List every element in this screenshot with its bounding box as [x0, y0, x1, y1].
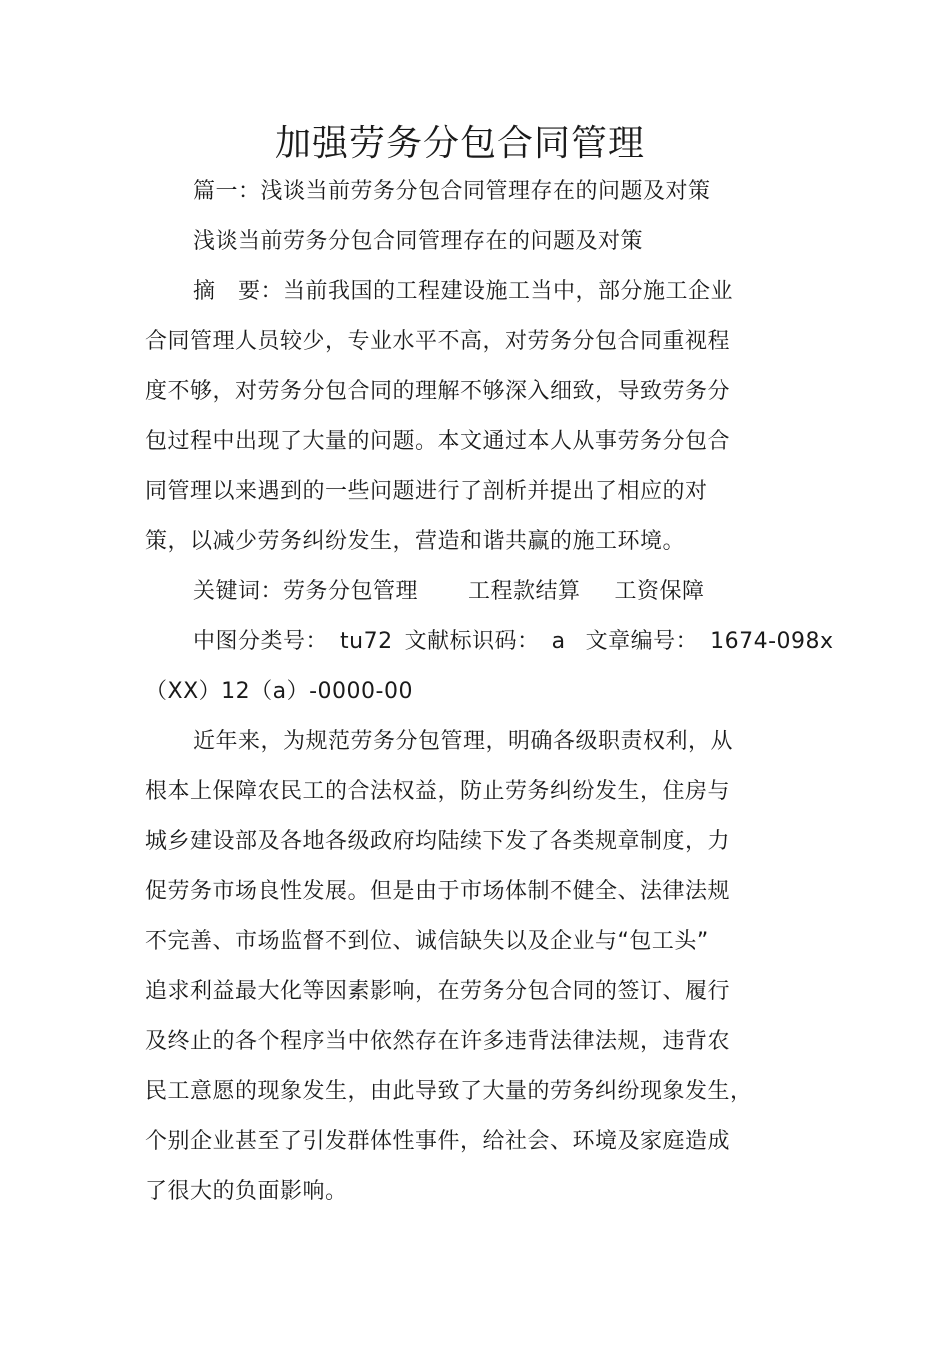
article-no-continuation: （XX）12（a）-0000-00: [145, 679, 413, 704]
keywords-label: 关键词：: [193, 579, 284, 604]
abstract-text-line: 包过程中出现了大量的问题。本文通过本人从事劳务分包合: [145, 429, 731, 454]
body-text-line: 及终止的各个程序当中依然存在许多违背法律法规，违背农: [145, 1029, 731, 1054]
abstract-first-line: [193, 277, 733, 307]
abstract-text-line: 度不够，对劳务分包合同的理解不够深入细致，导致劳务分: [145, 379, 731, 404]
body-text-line: 近年来，为规范劳务分包管理，明确各级职责权利，从: [193, 729, 734, 754]
abstract-text-line: 当前我国的工程建设施工当中，部分施工企业: [283, 279, 734, 304]
clc-value: tu72: [340, 629, 393, 654]
body-text-line: 民工意愿的现象发生，由此导致了大量的劳务纠纷现象发生，: [145, 1079, 753, 1104]
body-text-line: 个别企业甚至了引发群体性事件，给社会、环境及家庭造成: [145, 1129, 731, 1154]
body-text-line: 追求利益最大化等因素影响，在劳务分包合同的签订、履行: [145, 979, 731, 1004]
keywords-line: [193, 577, 705, 607]
doc-code-value: a: [551, 629, 566, 654]
classification-line: [193, 627, 834, 657]
body-text-line: 根本上保障农民工的合法权益，防止劳务纠纷发生，住房与: [145, 779, 731, 804]
abstract-label: 摘 要：: [193, 279, 284, 304]
body-text-line: 促劳务市场良性发展。但是由于市场体制不健全、法律法规: [145, 879, 731, 904]
keyword: 工资保障: [614, 579, 705, 604]
abstract-text-line: 同管理以来遇到的一些问题进行了剖析并提出了相应的对: [145, 479, 708, 504]
clc-label: 中图分类号：: [193, 629, 329, 654]
chapter-heading: 篇一：浅谈当前劳务分包合同管理存在的问题及对策: [193, 179, 711, 204]
article-title: 浅谈当前劳务分包合同管理存在的问题及对策: [193, 229, 644, 254]
body-text-line: 城乡建设部及各地各级政府均陆续下发了各类规章制度，力: [145, 829, 731, 854]
keyword: 劳务分包管理: [283, 579, 419, 604]
body-text-line: 不完善、市场监督不到位、诚信缺失以及企业与“包工头”: [145, 929, 709, 954]
article-no-label: 文章编号：: [585, 629, 699, 654]
abstract-text-line: 策，以减少劳务纠纷发生，营造和谐共赢的施工环境。: [145, 529, 686, 554]
body-text-line: 了很大的负面影响。: [145, 1179, 348, 1204]
doc-code-label: 文献标识码：: [404, 629, 540, 654]
article-no-value: 1674-098x: [710, 629, 834, 654]
abstract-text-line: 合同管理人员较少，专业水平不高，对劳务分包合同重视程: [145, 329, 731, 354]
document-title: 加强劳务分包合同管理: [274, 123, 645, 164]
keyword: 工程款结算: [468, 579, 581, 604]
